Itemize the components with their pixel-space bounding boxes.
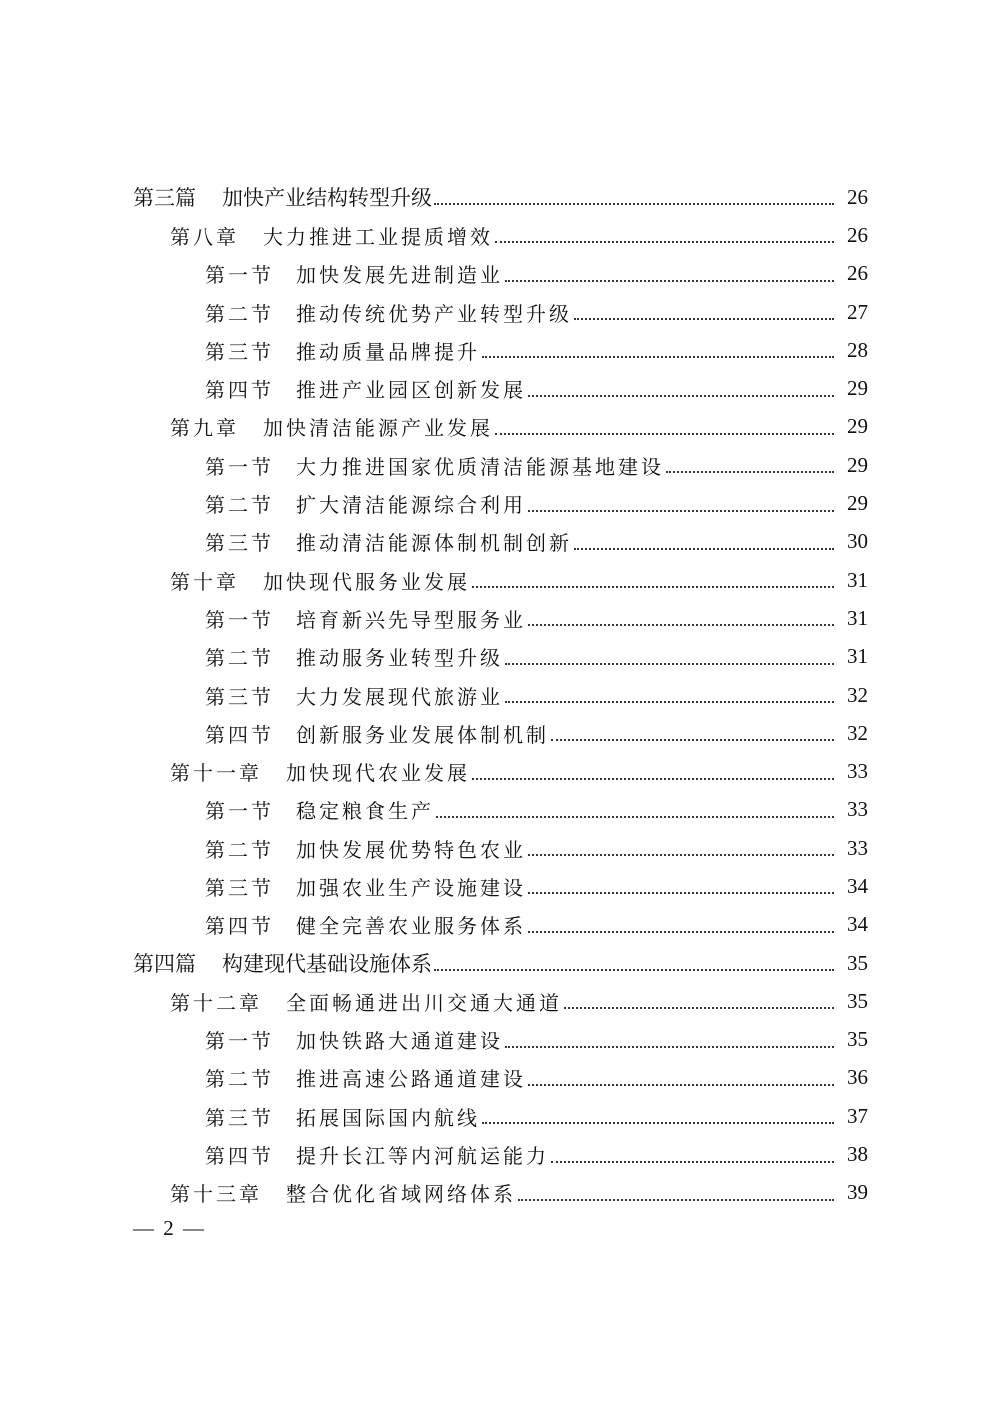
toc-entry-page-number: 33 xyxy=(847,797,868,822)
toc-section-entry[interactable] xyxy=(0,676,992,714)
toc-entry-label: 第十章 xyxy=(170,569,239,594)
dot-leader xyxy=(528,854,834,856)
toc-entry-page-number: 27 xyxy=(847,299,868,324)
toc-entry-heading xyxy=(133,182,432,212)
toc-section-entry[interactable] xyxy=(0,638,992,676)
toc-entry-label: 第四节 xyxy=(205,914,274,939)
toc-entry-heading xyxy=(205,795,434,824)
dot-leader xyxy=(436,816,834,818)
dot-leader xyxy=(574,318,834,320)
toc-entry-title: 加快发展优势特色农业 xyxy=(296,837,526,862)
toc-chapter-entry[interactable] xyxy=(0,752,992,790)
dot-leader xyxy=(551,739,834,741)
toc-entry-title: 推进产业园区创新发展 xyxy=(296,378,526,403)
toc-entry-page-number: 31 xyxy=(847,605,868,630)
toc-section-entry[interactable] xyxy=(0,1021,992,1059)
toc-entry-page-number: 39 xyxy=(847,1180,868,1205)
toc-entry-page-number: 34 xyxy=(847,873,868,898)
toc-entry-page-number: 34 xyxy=(847,912,868,937)
toc-entry-label: 第十二章 xyxy=(170,990,262,1015)
toc-entry-heading xyxy=(205,642,503,671)
toc-entry-label: 第三节 xyxy=(205,1105,274,1130)
dot-leader xyxy=(528,1084,834,1086)
toc-part-entry[interactable] xyxy=(0,944,992,982)
toc-section-entry[interactable] xyxy=(0,1059,992,1097)
toc-chapter-entry[interactable] xyxy=(0,982,992,1020)
toc-entry-page-number: 26 xyxy=(847,184,868,209)
toc-entry-title: 全面畅通进出川交通大通道 xyxy=(286,990,562,1015)
toc-entry-label: 第四节 xyxy=(205,1144,274,1169)
toc-entry-label: 第三篇 xyxy=(133,186,196,211)
toc-entry-page-number: 38 xyxy=(847,1142,868,1167)
toc-entry-page-number: 37 xyxy=(847,1103,868,1128)
toc-entry-title: 大力发展现代旅游业 xyxy=(296,684,503,709)
dot-leader xyxy=(472,778,834,780)
toc-section-entry[interactable] xyxy=(0,906,992,944)
toc-chapter-entry[interactable] xyxy=(0,408,992,446)
toc-section-entry[interactable] xyxy=(0,867,992,905)
toc-entry-label: 第二节 xyxy=(205,1067,274,1092)
toc-section-entry[interactable] xyxy=(0,255,992,293)
toc-entry-title: 大力推进工业提质增效 xyxy=(263,224,493,249)
toc-entry-page-number: 35 xyxy=(847,988,868,1013)
toc-entry-heading xyxy=(205,374,526,403)
toc-entry-title: 加快产业结构转型升级 xyxy=(222,186,432,211)
toc-entry-heading xyxy=(205,336,480,365)
dot-leader xyxy=(472,586,834,588)
toc-entry-title: 加快发展先进制造业 xyxy=(296,263,503,288)
toc-entry-heading xyxy=(205,872,526,901)
toc-entry-heading xyxy=(133,948,432,978)
toc-entry-page-number: 35 xyxy=(847,1027,868,1052)
toc-entry-page-number: 29 xyxy=(847,452,868,477)
toc-entry-title: 推进高速公路通道建设 xyxy=(296,1067,526,1092)
toc-entry-title: 加快现代农业发展 xyxy=(286,761,470,786)
toc-entry-heading xyxy=(170,1178,516,1207)
toc-entry-title: 推动服务业转型升级 xyxy=(296,646,503,671)
toc-entry-label: 第二节 xyxy=(205,837,274,862)
toc-section-entry[interactable] xyxy=(0,1097,992,1135)
toc-entry-title: 稳定粮食生产 xyxy=(296,799,434,824)
toc-entry-heading xyxy=(205,719,549,748)
toc-entry-title: 构建现代基础设施体系 xyxy=(222,952,432,977)
toc-section-entry[interactable] xyxy=(0,331,992,369)
toc-section-entry[interactable] xyxy=(0,523,992,561)
toc-section-entry[interactable] xyxy=(0,1135,992,1173)
toc-entry-title: 拓展国际国内航线 xyxy=(296,1105,480,1130)
toc-entry-label: 第二节 xyxy=(205,301,274,326)
dot-leader xyxy=(564,1007,834,1009)
dot-leader xyxy=(528,510,834,512)
dot-leader xyxy=(505,1046,834,1048)
dot-leader xyxy=(528,624,834,626)
dot-leader xyxy=(551,1161,834,1163)
toc-entry-label: 第八章 xyxy=(170,224,239,249)
toc-entry-heading xyxy=(205,1063,526,1092)
toc-part-entry[interactable] xyxy=(0,178,992,216)
dot-leader xyxy=(495,241,834,243)
toc-entry-title: 培育新兴先导型服务业 xyxy=(296,607,526,632)
toc-entry-heading xyxy=(205,1140,549,1169)
toc-section-entry[interactable] xyxy=(0,599,992,637)
toc-entry-label: 第十三章 xyxy=(170,1182,262,1207)
dot-leader xyxy=(528,892,834,894)
toc-entry-heading xyxy=(170,412,493,441)
toc-entry-label: 第一节 xyxy=(205,799,274,824)
toc-entry-page-number: 26 xyxy=(847,261,868,286)
dot-leader xyxy=(528,395,834,397)
toc-section-entry[interactable] xyxy=(0,369,992,407)
toc-entry-heading xyxy=(205,604,526,633)
toc-entry-page-number: 35 xyxy=(847,950,868,975)
toc-entry-title: 推动清洁能源体制机制创新 xyxy=(296,531,572,556)
toc-entry-title: 推动质量品牌提升 xyxy=(296,339,480,364)
toc-entry-page-number: 31 xyxy=(847,644,868,669)
dot-leader xyxy=(482,356,834,358)
toc-entry-page-number: 32 xyxy=(847,720,868,745)
dot-leader xyxy=(482,1122,834,1124)
toc-section-entry[interactable] xyxy=(0,829,992,867)
toc-entry-heading xyxy=(205,451,664,480)
page-number-footer: — 2 — xyxy=(133,1216,206,1240)
toc-entry-title: 扩大清洁能源综合利用 xyxy=(296,493,526,518)
toc-entry-page-number: 32 xyxy=(847,682,868,707)
toc-section-entry[interactable] xyxy=(0,484,992,522)
toc-entry-title: 加强农业生产设施建设 xyxy=(296,875,526,900)
toc-entry-label: 第九章 xyxy=(170,416,239,441)
toc-section-entry[interactable] xyxy=(0,714,992,752)
toc-entry-heading xyxy=(205,1025,503,1054)
toc-entry-title: 加快现代服务业发展 xyxy=(263,569,470,594)
toc-entry-label: 第二节 xyxy=(205,646,274,671)
toc-entry-title: 加快铁路大通道建设 xyxy=(296,1029,503,1054)
toc-entry-title: 大力推进国家优质清洁能源基地建设 xyxy=(296,454,664,479)
table-of-contents xyxy=(0,178,992,1212)
toc-entry-page-number: 26 xyxy=(847,222,868,247)
dot-leader xyxy=(434,969,834,971)
toc-entry-heading xyxy=(205,298,572,327)
dot-leader xyxy=(666,471,834,473)
toc-entry-title: 整合优化省域网络体系 xyxy=(286,1182,516,1207)
dot-leader xyxy=(505,663,834,665)
toc-entry-label: 第十一章 xyxy=(170,761,262,786)
toc-entry-heading xyxy=(170,987,562,1016)
toc-entry-page-number: 28 xyxy=(847,337,868,362)
dot-leader xyxy=(518,1199,834,1201)
toc-entry-title: 创新服务业发展体制机制 xyxy=(296,722,549,747)
toc-chapter-entry[interactable] xyxy=(0,1174,992,1212)
toc-entry-heading xyxy=(205,259,503,288)
toc-entry-page-number: 36 xyxy=(847,1065,868,1090)
toc-entry-page-number: 29 xyxy=(847,376,868,401)
toc-entry-heading xyxy=(170,566,470,595)
toc-entry-page-number: 29 xyxy=(847,414,868,439)
toc-entry-label: 第一节 xyxy=(205,607,274,632)
dot-leader xyxy=(505,280,834,282)
dot-leader xyxy=(505,701,834,703)
toc-entry-heading xyxy=(205,681,503,710)
toc-entry-page-number: 33 xyxy=(847,759,868,784)
dot-leader xyxy=(434,203,834,205)
toc-entry-label: 第一节 xyxy=(205,1029,274,1054)
toc-entry-title: 推动传统优势产业转型升级 xyxy=(296,301,572,326)
toc-entry-heading xyxy=(205,489,526,518)
toc-entry-label: 第三节 xyxy=(205,875,274,900)
toc-entry-label: 第一节 xyxy=(205,454,274,479)
toc-entry-page-number: 30 xyxy=(847,529,868,554)
toc-entry-heading xyxy=(170,757,470,786)
toc-entry-title: 提升长江等内河航运能力 xyxy=(296,1144,549,1169)
toc-entry-label: 第二节 xyxy=(205,493,274,518)
toc-entry-page-number: 33 xyxy=(847,835,868,860)
toc-chapter-entry[interactable] xyxy=(0,216,992,254)
toc-entry-label: 第三节 xyxy=(205,531,274,556)
toc-entry-label: 第四篇 xyxy=(133,952,196,977)
toc-entry-label: 第四节 xyxy=(205,378,274,403)
toc-entry-heading xyxy=(205,834,526,863)
toc-chapter-entry[interactable] xyxy=(0,561,992,599)
toc-entry-heading xyxy=(205,527,572,556)
toc-section-entry[interactable] xyxy=(0,293,992,331)
toc-entry-page-number: 31 xyxy=(847,567,868,592)
dot-leader xyxy=(574,548,834,550)
toc-entry-label: 第三节 xyxy=(205,339,274,364)
toc-entry-label: 第三节 xyxy=(205,684,274,709)
toc-entry-title: 健全完善农业服务体系 xyxy=(296,914,526,939)
toc-section-entry[interactable] xyxy=(0,446,992,484)
toc-entry-heading xyxy=(170,221,493,250)
toc-entry-title: 加快清洁能源产业发展 xyxy=(263,416,493,441)
toc-entry-heading xyxy=(205,910,526,939)
toc-entry-label: 第一节 xyxy=(205,263,274,288)
dot-leader xyxy=(495,433,834,435)
toc-entry-label: 第四节 xyxy=(205,722,274,747)
toc-section-entry[interactable] xyxy=(0,791,992,829)
toc-entry-heading xyxy=(205,1102,480,1131)
dot-leader xyxy=(528,931,834,933)
toc-entry-page-number: 29 xyxy=(847,491,868,516)
